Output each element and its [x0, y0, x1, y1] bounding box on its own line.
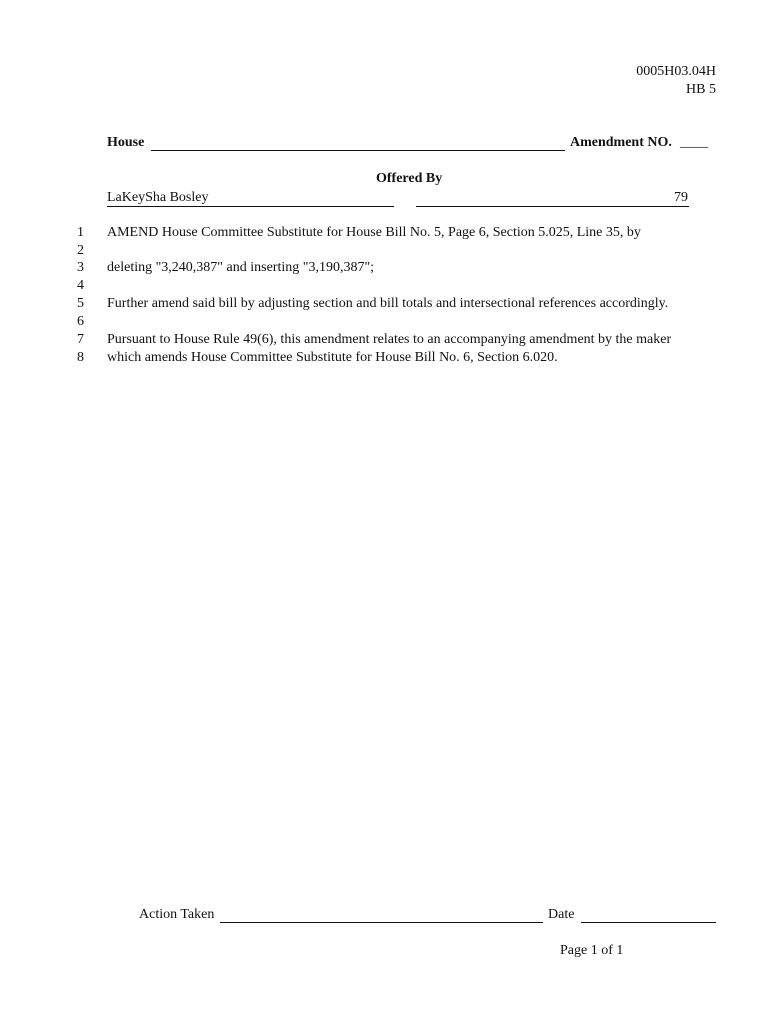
line-number: 1 — [77, 225, 84, 240]
line-number: 7 — [77, 332, 84, 347]
body-line-7: Pursuant to House Rule 49(6), this amendment relates to an accompanying amendment by the maker — [107, 332, 672, 347]
district-number: 79 — [674, 190, 688, 205]
amendment-number-blank: ____ — [680, 135, 708, 150]
body-line-5: Further amend said bill by adjusting section and bill totals and intersectional references accordingly. — [107, 296, 669, 311]
body-line-8: which amends House Committee Substitute for House Bill No. 6, Section 6.020. — [107, 350, 558, 365]
date-label: Date — [548, 907, 575, 922]
page-number: Page 1 of 1 — [560, 943, 624, 958]
line-number: 5 — [77, 296, 84, 311]
line-number: 6 — [77, 314, 84, 329]
line-number: 3 — [77, 260, 84, 275]
action-taken-line — [220, 922, 543, 923]
chamber-label: House — [107, 135, 145, 150]
body-line-3: deleting "3,240,387" and inserting "3,190,387"; — [107, 260, 375, 275]
sponsor-name: LaKeySha Bosley — [107, 190, 209, 205]
line-number: 8 — [77, 350, 84, 365]
amendment-number-label: Amendment NO. — [570, 135, 672, 150]
sponsor-signature-line — [107, 206, 394, 207]
action-taken-label: Action Taken — [139, 907, 215, 922]
line-number: 2 — [77, 243, 84, 258]
offered-by-heading: Offered By — [376, 171, 443, 186]
amendment-blank-line — [151, 150, 565, 151]
bill-number: HB 5 — [686, 82, 716, 97]
document-id: 0005H03.04H — [636, 64, 716, 79]
line-number: 4 — [77, 278, 84, 293]
body-line-1: AMEND House Committee Substitute for House Bill No. 5, Page 6, Section 5.025, Line 35, by — [107, 225, 641, 240]
date-line — [581, 922, 716, 923]
district-signature-line — [416, 206, 689, 207]
